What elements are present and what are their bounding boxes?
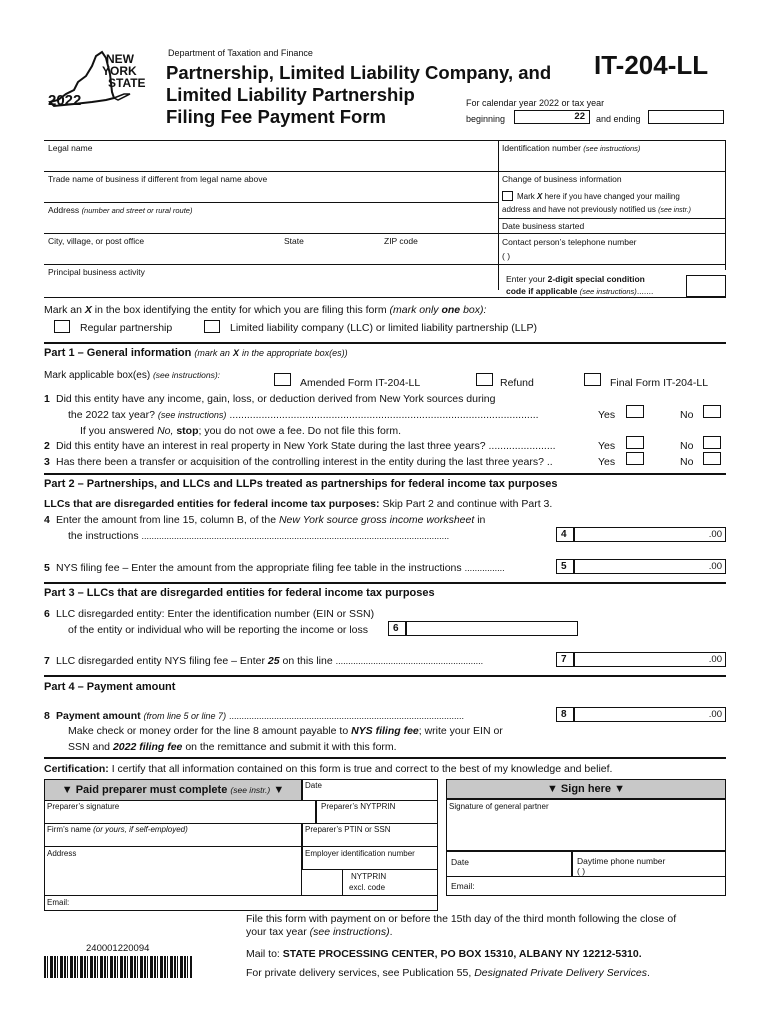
grid-row1 bbox=[44, 171, 726, 172]
beginning-field[interactable] bbox=[514, 110, 590, 124]
l8-text: Payment amount (from line 5 or line 7) .............................................................................................. bbox=[56, 710, 465, 722]
gp-date-label: Date bbox=[451, 857, 469, 867]
l8-instruction-1: Make check or money order for the line 8 amount payable to NYS filing fee; write your EIN or bbox=[68, 725, 503, 737]
barcode-number: 240001220094 bbox=[86, 943, 150, 954]
certification-text: Certification: I certify that all information contained on this form is true and correct to the best of my knowledge and belief. bbox=[44, 763, 613, 775]
regular-partnership-checkbox[interactable] bbox=[54, 320, 70, 333]
l4-line-a: Enter the amount from line 15, column B, of the New York source gross income worksheet in bbox=[56, 514, 486, 526]
nytprin-excl-label-2: excl. code bbox=[349, 883, 386, 892]
grid-row2 bbox=[44, 202, 498, 203]
paid-preparer-header: ▼ Paid preparer must complete (see instr.) ▼ bbox=[44, 779, 302, 801]
form-title-2: Limited Liability Partnership bbox=[166, 84, 415, 105]
preparer-email-label: Email: bbox=[47, 898, 70, 907]
trade-name-label: Trade name of business if different from legal name above bbox=[48, 174, 268, 184]
amended-checkbox[interactable] bbox=[274, 373, 291, 386]
form-title-3: Filing Fee Payment Form bbox=[166, 106, 386, 127]
l5-cents: .00 bbox=[708, 561, 722, 572]
q2-no-checkbox[interactable] bbox=[703, 436, 721, 449]
preparer-address-field[interactable] bbox=[44, 846, 302, 896]
legal-name-input[interactable] bbox=[44, 152, 498, 170]
l8-amount-field[interactable] bbox=[574, 707, 726, 722]
calendar-year-label: For calendar year 2022 or tax year bbox=[466, 98, 605, 108]
q3-yes-label: Yes bbox=[598, 456, 616, 468]
l7-amount-field[interactable] bbox=[574, 652, 726, 667]
grid-row4 bbox=[44, 264, 726, 265]
principal-activity-label: Principal business activity bbox=[48, 267, 145, 277]
q1-yes-label: Yes bbox=[598, 409, 616, 421]
mark-x-line2: address and have not previously notified us (see instr.) bbox=[502, 205, 691, 214]
l5-amount-field[interactable] bbox=[574, 559, 726, 574]
q3-no-checkbox[interactable] bbox=[703, 452, 721, 465]
l8-box-number: 8 bbox=[556, 707, 574, 722]
ending-field[interactable] bbox=[648, 110, 724, 124]
q1-yes-checkbox[interactable] bbox=[626, 405, 644, 418]
barcode bbox=[44, 956, 192, 978]
q1-line-a: Did this entity have any income, gain, loss, or deduction derived from New York sources during bbox=[56, 393, 496, 405]
l5-box-number: 5 bbox=[556, 559, 574, 574]
l7-box-number: 7 bbox=[556, 652, 574, 667]
general-partner-signature-field[interactable] bbox=[446, 799, 726, 851]
q3-no-label: No bbox=[680, 456, 694, 468]
nytprin-excl-label-1: NYTPRIN bbox=[351, 872, 387, 881]
gp-signature-label: Signature of general partner bbox=[449, 802, 549, 811]
sign-here-header: ▼ Sign here ▼ bbox=[446, 779, 726, 799]
agency-name: Department of Taxation and Finance bbox=[168, 48, 313, 58]
l7-number: 7 bbox=[44, 655, 50, 667]
contact-phone-paren[interactable]: ( ) bbox=[502, 251, 511, 261]
q1-line-b: the 2022 tax year? (see instructions) .......................................................................................................... bbox=[68, 409, 539, 421]
logo-york: YORK bbox=[102, 64, 137, 78]
ptin-label: Preparer’s PTIN or SSN bbox=[305, 825, 391, 834]
gp-email-field[interactable] bbox=[446, 876, 726, 896]
part4-rule bbox=[44, 675, 726, 677]
ending-label: and ending bbox=[596, 114, 641, 124]
address-label: Address (number and street or rural route) bbox=[48, 205, 193, 215]
principal-activity-input[interactable] bbox=[44, 276, 498, 296]
legal-name-label: Legal name bbox=[48, 143, 93, 153]
ptin-field[interactable] bbox=[302, 823, 438, 847]
beginning-year: 22 bbox=[574, 111, 585, 122]
contact-phone-label: Contact person’s telephone number bbox=[502, 237, 637, 247]
preparer-date-label: Date bbox=[305, 781, 322, 790]
ein-field[interactable] bbox=[302, 846, 438, 870]
grid-bottom bbox=[44, 297, 726, 298]
mark-x-text: Mark X here if you have changed your mailing bbox=[517, 192, 680, 201]
l4-line-b: the instructions ........................................................................................................................... bbox=[68, 530, 450, 542]
mark-applicable-label: Mark applicable box(es) (see instructions): bbox=[44, 370, 221, 381]
address-input[interactable] bbox=[44, 214, 498, 232]
l5-number: 5 bbox=[44, 562, 50, 574]
part2-rule bbox=[44, 473, 726, 475]
logo-state: STATE bbox=[108, 76, 146, 90]
ident-label: Identification number (see instructions) bbox=[502, 143, 641, 153]
special-condition-line1: Enter your 2-digit special condition bbox=[506, 274, 645, 284]
part2-llc-note: LLCs that are disregarded entities for federal income tax purposes: Skip Part 2 and continue with Part 3. bbox=[44, 498, 553, 510]
form-title-1: Partnership, Limited Liability Company, and bbox=[166, 62, 552, 83]
q3-number: 3 bbox=[44, 456, 50, 468]
amended-label: Amended Form IT-204-LL bbox=[300, 377, 421, 389]
grid-row3 bbox=[44, 233, 726, 234]
final-checkbox[interactable] bbox=[584, 373, 601, 386]
l6-box-number: 6 bbox=[388, 621, 406, 636]
refund-checkbox[interactable] bbox=[476, 373, 493, 386]
q1-no-checkbox[interactable] bbox=[703, 405, 721, 418]
grid-right-vline bbox=[725, 140, 726, 270]
firm-name-label: Firm’s name (or yours, if self-employed) bbox=[47, 825, 188, 834]
daytime-phone-label: Daytime phone number bbox=[577, 856, 666, 866]
llc-checkbox[interactable] bbox=[204, 320, 220, 333]
city-label: City, village, or post office bbox=[48, 236, 145, 246]
part1-rule bbox=[44, 342, 726, 344]
grid-mid-vline bbox=[498, 140, 499, 290]
file-instruction-2: your tax year (see instructions). bbox=[246, 926, 393, 938]
daytime-phone-paren: ( ) bbox=[577, 866, 586, 876]
l5-text: NYS filing fee – Enter the amount from the appropriate filing fee table in the instructions ................ bbox=[56, 562, 505, 574]
preparer-signature-label: Preparer’s signature bbox=[47, 802, 120, 811]
ein-label: Employer identification number bbox=[305, 849, 415, 858]
l6-line-b: of the entity or individual who will be reporting the income or loss bbox=[68, 624, 368, 636]
q2-no-label: No bbox=[680, 440, 694, 452]
q2-yes-label: Yes bbox=[598, 440, 616, 452]
l8-number: 8 bbox=[44, 710, 50, 722]
mail-to: Mail to: STATE PROCESSING CENTER, PO BOX 15310, ALBANY NY 12212-5310. bbox=[246, 948, 642, 960]
l6-number: 6 bbox=[44, 608, 50, 620]
q3-yes-checkbox[interactable] bbox=[626, 452, 644, 465]
special-condition-code-box[interactable] bbox=[686, 275, 726, 297]
state-input[interactable] bbox=[280, 245, 380, 263]
zip-input[interactable] bbox=[382, 245, 497, 263]
preparer-email-field[interactable] bbox=[44, 895, 438, 911]
form-id: IT-204-LL bbox=[594, 50, 709, 80]
special-condition-line2: code if applicable (see instructions)....... bbox=[506, 286, 654, 296]
beginning-label: beginning bbox=[466, 114, 506, 124]
nytprin-excl-field[interactable] bbox=[342, 869, 438, 896]
q1-line-c: If you answered No, stop; you do not owe a fee. Do not file this form. bbox=[80, 425, 402, 437]
l6-ein-field[interactable] bbox=[406, 621, 578, 636]
private-delivery: For private delivery services, see Publication 55, Designated Private Delivery Services. bbox=[246, 967, 650, 979]
preparer-address-label: Address bbox=[47, 849, 77, 858]
entity-instruction: Mark an X in the box identifying the entity for which you are filing this form (mark only one box): bbox=[44, 304, 487, 316]
l7-cents: .00 bbox=[708, 654, 722, 665]
l4-cents: .00 bbox=[708, 529, 722, 540]
q1-no-label: No bbox=[680, 409, 694, 421]
ident-input[interactable] bbox=[500, 152, 724, 170]
preparer-date-field[interactable] bbox=[302, 779, 438, 801]
date-started-input[interactable] bbox=[500, 226, 724, 232]
trade-name-input[interactable] bbox=[44, 183, 498, 201]
part4-title: Part 4 – Payment amount bbox=[44, 681, 176, 693]
l6-line-a: LLC disregarded entity: Enter the identification number (EIN or SSN) bbox=[56, 608, 375, 620]
l8-cents: .00 bbox=[708, 709, 722, 720]
q3-text: Has there been a transfer or acquisition of the controlling interest in the entity during the last three years? .. bbox=[56, 456, 553, 468]
q2-text: Did this entity have an interest in real property in New York State during the last three years? ....................... bbox=[56, 440, 556, 452]
l4-amount-field[interactable] bbox=[574, 527, 726, 542]
change-info-label: Change of business information bbox=[502, 174, 622, 184]
form-year: 2022 bbox=[48, 92, 82, 109]
grid-row2r bbox=[498, 218, 726, 219]
state-label: State bbox=[284, 236, 304, 246]
cert-rule bbox=[44, 757, 726, 759]
gp-email-label: Email: bbox=[451, 881, 475, 891]
l8-instruction-2: SSN and 2022 filing fee on the remittance and submit it with this form. bbox=[68, 741, 397, 753]
preparer-nytprin-field[interactable] bbox=[316, 800, 438, 824]
logo-new: NEW bbox=[106, 52, 134, 66]
part1-title: Part 1 – General information (mark an X in the appropriate box(es)) bbox=[44, 347, 348, 359]
l4-box-number: 4 bbox=[556, 527, 574, 542]
part2-title: Part 2 – Partnerships, and LLCs and LLPs treated as partnerships for federal income tax purposes bbox=[44, 478, 558, 490]
final-label: Final Form IT-204-LL bbox=[610, 377, 709, 389]
date-started-label: Date business started bbox=[502, 221, 585, 231]
preparer-nytprin-label: Preparer’s NYTPRIN bbox=[321, 802, 396, 811]
l4-number: 4 bbox=[44, 514, 50, 526]
preparer-signature-field[interactable] bbox=[44, 800, 316, 824]
city-input[interactable] bbox=[44, 245, 274, 263]
zip-label: ZIP code bbox=[384, 236, 418, 246]
q1-number: 1 bbox=[44, 393, 50, 405]
grid-top bbox=[44, 140, 726, 141]
daytime-phone-field[interactable] bbox=[572, 851, 726, 877]
file-instruction-1: File this form with payment on or before the 15th day of the third month following the close of bbox=[246, 913, 677, 925]
q2-yes-checkbox[interactable] bbox=[626, 436, 644, 449]
part3-title: Part 3 – LLCs that are disregarded entities for federal income tax purposes bbox=[44, 587, 435, 599]
refund-label: Refund bbox=[500, 377, 534, 389]
firm-name-field[interactable] bbox=[44, 823, 302, 847]
l7-text: LLC disregarded entity NYS filing fee – Enter 25 on this line ........................................................... bbox=[56, 655, 484, 667]
regular-partnership-label: Regular partnership bbox=[80, 322, 173, 334]
llc-label: Limited liability company (LLC) or limited liability partnership (LLP) bbox=[230, 322, 537, 334]
change-info-checkbox[interactable] bbox=[502, 191, 513, 201]
q2-number: 2 bbox=[44, 440, 50, 452]
gp-date-field[interactable] bbox=[446, 851, 572, 877]
part3-rule bbox=[44, 582, 726, 584]
